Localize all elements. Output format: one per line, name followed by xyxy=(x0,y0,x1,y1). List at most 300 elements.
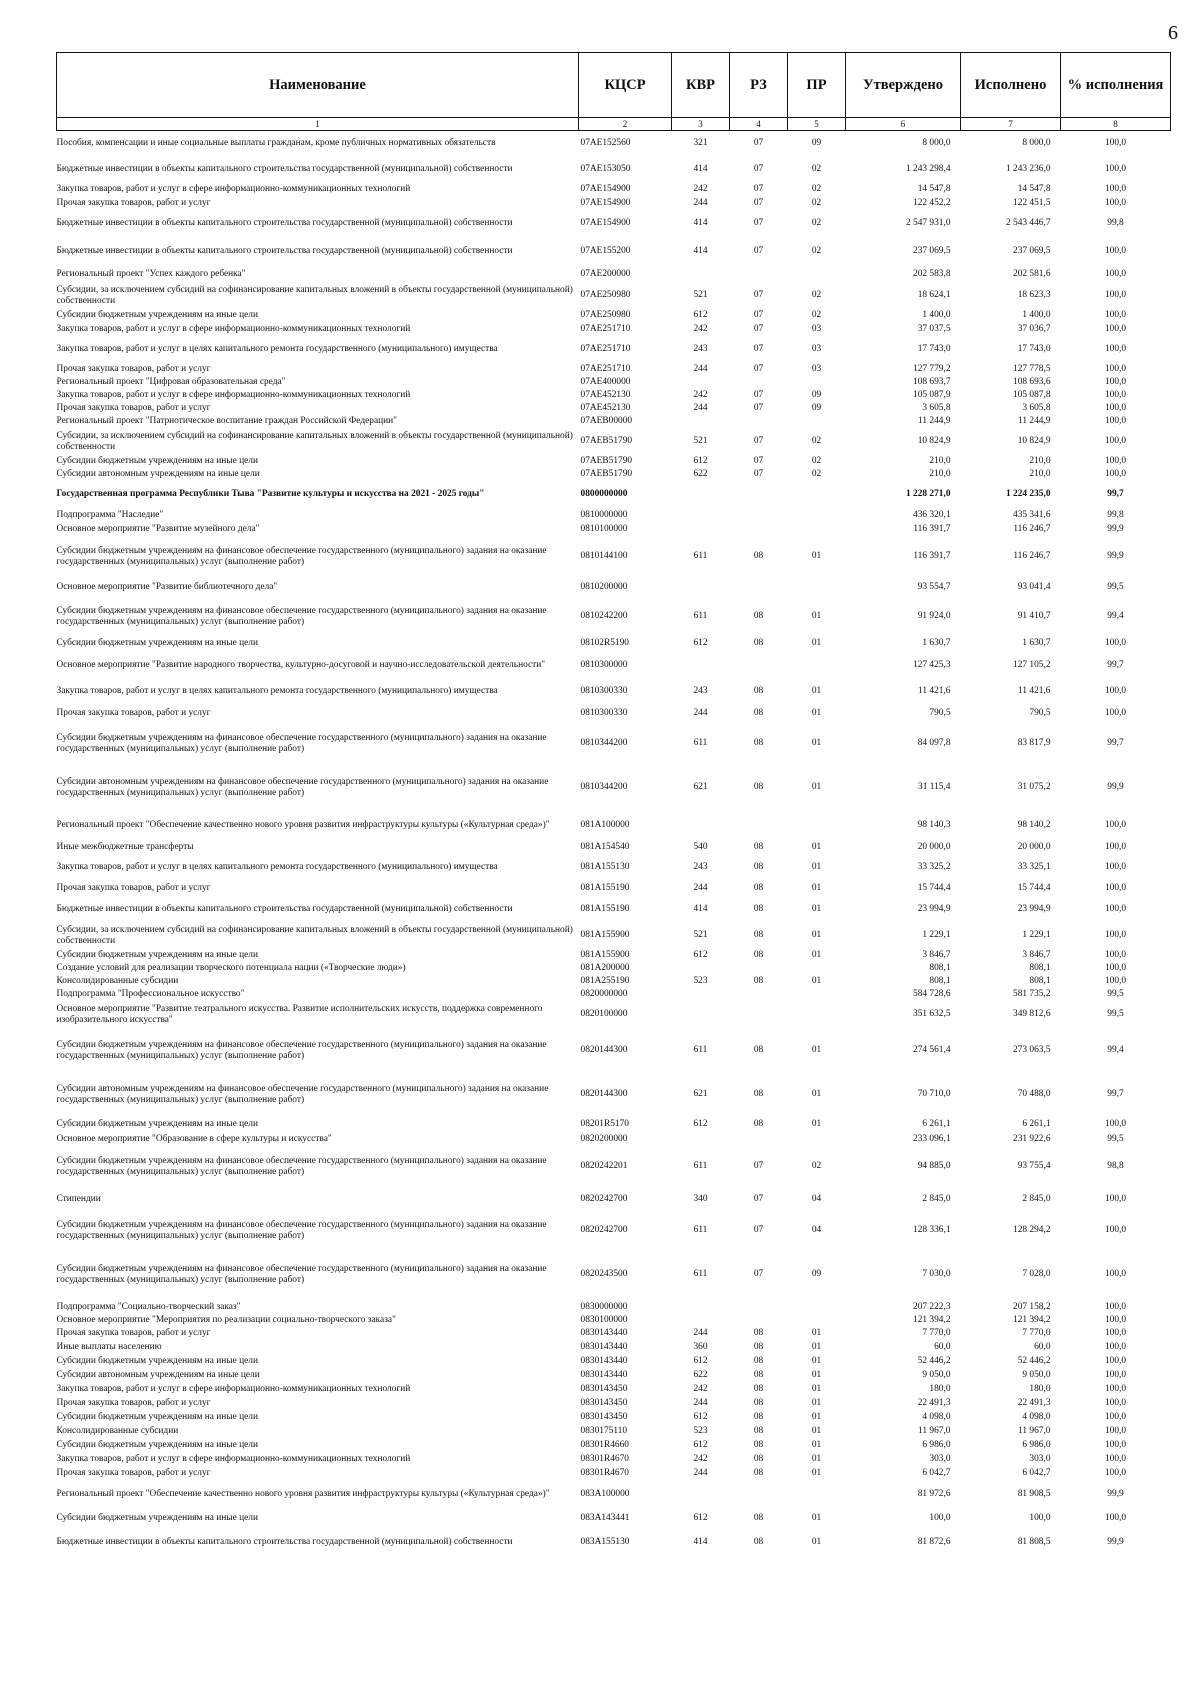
cell-name: Региональный проект "Обеспечение качественно нового уровня развития инфраструктуры культуры («Культурная среда»)" xyxy=(56,1489,550,1499)
cell-kvr xyxy=(672,577,730,599)
table-row xyxy=(57,988,1171,1001)
cell-kcsr: 081А100000 xyxy=(580,820,630,830)
cell-pr: 02 xyxy=(811,246,822,256)
cell-percent: 100,0 xyxy=(1104,436,1127,446)
budget-execution-table xyxy=(56,52,1170,1557)
cell-rz: 08 xyxy=(753,904,764,914)
cell-name: Субсидии бюджетным учреждениям на финансовое обеспечение государственного (муниципального) задания на оказание государственных (муниципальных) услуг (выполнение работ) xyxy=(56,605,547,627)
cell-executed: 100,0 xyxy=(1029,1513,1051,1523)
cell-approved: 808,1 xyxy=(929,962,951,973)
cell-name: Региональный проект "Успех каждого ребенка" xyxy=(56,269,246,279)
cell-rz: 07 xyxy=(753,344,764,354)
cell-rz: 08 xyxy=(753,1513,764,1523)
table-row xyxy=(57,635,1171,653)
cell-kcsr: 07АЕ251710 xyxy=(580,344,631,354)
cell-pr xyxy=(788,1301,846,1314)
cell-approved: 84 097,8 xyxy=(917,738,951,748)
cell-kcsr: 0810200000 xyxy=(580,582,628,592)
cell-name: Субсидии, за исключением субсидий на софинансирование капитальных вложений в объекты государственной (муниципальной) собственности xyxy=(56,924,573,946)
cell-percent: 100,0 xyxy=(1104,1426,1127,1436)
cell-name: Прочая закупка товаров, работ и услуг xyxy=(56,364,211,374)
cell-approved: 128 336,1 xyxy=(913,1225,951,1235)
cell-pr: 01 xyxy=(811,1089,822,1099)
table-header xyxy=(57,53,1171,131)
table-row xyxy=(57,211,1171,237)
cell-rz xyxy=(730,523,788,537)
cell-pr: 01 xyxy=(811,883,822,893)
table-row xyxy=(57,389,1171,402)
table-row xyxy=(57,1369,1171,1383)
cell-kcsr: 08301R4670 xyxy=(580,1468,629,1478)
cell-name: Бюджетные инвестиции в объекты капитального строительства государственной (муниципальной) собственности xyxy=(56,246,513,256)
table-row xyxy=(57,1187,1171,1213)
cell-approved: 8 000,0 xyxy=(922,138,951,149)
header-approved: Утверждено xyxy=(846,53,961,118)
cell-kvr: 611 xyxy=(693,1161,708,1171)
cell-executed: 237 069,5 xyxy=(1013,246,1051,256)
cell-executed: 52 446,2 xyxy=(1017,1356,1051,1366)
cell-approved: 52 446,2 xyxy=(917,1356,951,1366)
cell-kcsr: 07АЕ250980 xyxy=(580,310,631,320)
cell-pr xyxy=(788,962,846,975)
cell-rz xyxy=(730,988,788,1001)
cell-name: Пособия, компенсации и иные социальные выплаты гражданам, кроме публичных нормативных обязательств xyxy=(56,138,496,149)
cell-kvr xyxy=(672,962,730,975)
cell-pr: 01 xyxy=(811,930,822,940)
table-row xyxy=(57,1314,1171,1327)
cell-percent: 99,9 xyxy=(1107,782,1124,792)
cell-pr xyxy=(788,1314,846,1327)
table-row xyxy=(57,765,1171,811)
cell-kcsr: 0820200000 xyxy=(580,1134,628,1144)
cell-rz: 08 xyxy=(753,1089,764,1099)
cell-executed: 91 410,7 xyxy=(1017,611,1051,621)
cell-percent: 100,0 xyxy=(1104,269,1127,279)
cell-kvr: 242 xyxy=(693,389,708,400)
cell-name: Бюджетные инвестиции в объекты капитального строительства государственной (муниципальной) собственности xyxy=(56,904,513,914)
cell-approved: 6 261,1 xyxy=(922,1119,951,1129)
cell-pr: 01 xyxy=(811,904,822,914)
table-row xyxy=(57,975,1171,988)
cell-percent: 100,0 xyxy=(1104,1225,1127,1235)
cell-kcsr: 0810242200 xyxy=(580,611,628,621)
cell-rz: 08 xyxy=(753,738,764,748)
cell-approved: 98 140,3 xyxy=(917,820,951,830)
cell-percent: 99,7 xyxy=(1107,489,1124,499)
cell-kvr xyxy=(672,481,730,509)
table-row xyxy=(57,723,1171,765)
cell-name: Основное мероприятие "Развитие театрального искусства. Развитие исполнительских искусств, поддержка современного изобразительного искусства" xyxy=(56,1003,543,1025)
cell-pr: 09 xyxy=(811,402,822,413)
cell-kcsr: 0820242201 xyxy=(580,1161,628,1171)
cell-name: Субсидии бюджетным учреждениям на иные цели xyxy=(56,1412,258,1422)
cell-rz: 07 xyxy=(753,1269,764,1279)
cell-pr xyxy=(788,523,846,537)
cell-approved: 18 624,1 xyxy=(917,290,951,300)
cell-pr: 01 xyxy=(811,738,822,748)
cell-pr: 02 xyxy=(811,164,822,174)
cell-approved: 31 115,4 xyxy=(918,782,951,792)
table-row xyxy=(57,267,1171,283)
cell-pr xyxy=(788,811,846,841)
cell-kvr: 621 xyxy=(693,1089,708,1099)
cell-kvr xyxy=(672,267,730,283)
cell-percent: 100,0 xyxy=(1104,1513,1127,1523)
cell-pr: 01 xyxy=(811,949,822,960)
cell-percent: 99,5 xyxy=(1107,1009,1124,1019)
cell-percent: 100,0 xyxy=(1104,1454,1127,1464)
cell-percent: 100,0 xyxy=(1104,1398,1127,1408)
table-row xyxy=(57,157,1171,183)
header-kcsr: КЦСР xyxy=(579,53,672,118)
cell-percent: 100,0 xyxy=(1104,883,1127,893)
cell-pr: 02 xyxy=(811,218,822,228)
cell-kvr: 414 xyxy=(693,246,708,256)
cell-approved: 20 000,0 xyxy=(917,842,951,852)
cell-rz xyxy=(730,509,788,523)
cell-executed: 17 743,0 xyxy=(1017,344,1051,354)
cell-approved: 210,0 xyxy=(929,468,951,479)
cell-name: Закупка товаров, работ и услуг в целях капитального ремонта государственного (муниципального) имущества xyxy=(56,344,498,354)
cell-rz xyxy=(730,1481,788,1509)
cell-rz: 08 xyxy=(753,975,764,986)
cell-kvr: 321 xyxy=(693,138,708,149)
cell-pr: 01 xyxy=(811,686,822,696)
cell-kcsr: 08102R5190 xyxy=(580,638,629,648)
cell-rz: 07 xyxy=(753,468,764,479)
cell-executed: 202 581,6 xyxy=(1013,269,1051,279)
cell-name: Субсидии автономным учреждениям на финансовое обеспечение государственного (муниципального) задания на оказание государственных (муниципальных) услуг (выполнение работ) xyxy=(56,776,549,798)
cell-rz: 07 xyxy=(753,455,764,466)
cell-percent: 99,5 xyxy=(1107,1134,1124,1144)
cell-kvr: 244 xyxy=(693,198,708,208)
cell-executed: 210,0 xyxy=(1029,468,1051,479)
cell-kcsr: 08201R5170 xyxy=(580,1119,629,1129)
cell-name: Субсидии автономным учреждениям на финансовое обеспечение государственного (муниципального) задания на оказание государственных (муниципальных) услуг (выполнение работ) xyxy=(56,1083,549,1105)
table-row xyxy=(57,537,1171,577)
cell-percent: 100,0 xyxy=(1104,164,1127,174)
table-row xyxy=(57,599,1171,635)
cell-name: Субсидии, за исключением субсидий на софинансирование капитальных вложений в объекты государственной (муниципальной) собственности xyxy=(56,284,573,306)
cell-kcsr: 0830143450 xyxy=(580,1398,628,1408)
cell-name: Иные межбюджетные трансферты xyxy=(56,842,194,852)
cell-executed: 7 770,0 xyxy=(1022,1328,1051,1338)
cell-kcsr: 0830143450 xyxy=(580,1412,628,1422)
cell-percent: 100,0 xyxy=(1104,1370,1127,1380)
cell-executed: 60,0 xyxy=(1034,1342,1051,1352)
cell-pr: 02 xyxy=(811,184,822,194)
cell-name: Основное мероприятие "Развитие музейного дела" xyxy=(56,524,260,534)
cell-approved: 436 320,1 xyxy=(913,510,951,520)
cell-kcsr: 0830143440 xyxy=(580,1342,628,1352)
cell-percent: 100,0 xyxy=(1104,686,1127,696)
cell-percent: 99,9 xyxy=(1107,524,1124,534)
cell-name: Субсидии бюджетным учреждениям на иные цели xyxy=(56,638,258,648)
cell-kvr: 243 xyxy=(693,686,708,696)
table-row xyxy=(57,415,1171,429)
cell-approved: 33 325,2 xyxy=(917,862,951,872)
cell-approved: 351 632,5 xyxy=(913,1009,951,1019)
cell-approved: 3 846,7 xyxy=(922,949,951,960)
cell-approved: 180,0 xyxy=(929,1384,951,1394)
cell-name: Субсидии бюджетным учреждениям на иные цели xyxy=(56,310,258,320)
cell-kcsr: 0830000000 xyxy=(580,1301,628,1312)
cell-percent: 100,0 xyxy=(1104,962,1127,973)
cell-approved: 2 547 931,0 xyxy=(905,218,951,228)
cell-approved: 1 400,0 xyxy=(922,310,951,320)
cell-executed: 4 098,0 xyxy=(1022,1412,1051,1422)
cell-rz: 08 xyxy=(753,1426,764,1436)
cell-name: Субсидии бюджетным учреждениям на финансовое обеспечение государственного (муниципального) задания на оказание государственных (муниципальных) услуг (выполнение работ) xyxy=(56,1039,547,1061)
cell-rz: 08 xyxy=(753,638,764,648)
cell-executed: 9 050,0 xyxy=(1022,1370,1051,1380)
cell-pr xyxy=(788,509,846,523)
header-name: Наименование xyxy=(57,53,579,118)
cell-name: Региональный проект "Патриотическое воспитание граждан Российской Федерации" xyxy=(56,416,397,426)
cell-kcsr: 07АЕ400000 xyxy=(580,377,631,387)
cell-rz xyxy=(730,1314,788,1327)
cell-percent: 100,0 xyxy=(1104,1269,1127,1279)
cell-kcsr: 0820000000 xyxy=(580,988,628,999)
cell-kvr: 242 xyxy=(693,324,708,334)
cell-kvr xyxy=(672,1314,730,1327)
table-row xyxy=(57,377,1171,389)
cell-approved: 7 030,0 xyxy=(922,1269,951,1279)
cell-kvr: 244 xyxy=(693,1398,708,1408)
cell-rz: 08 xyxy=(753,611,764,621)
header-kvr: КВР xyxy=(672,53,730,118)
cell-approved: 81 872,6 xyxy=(917,1537,951,1547)
cell-pr: 02 xyxy=(811,310,822,320)
cell-executed: 33 325,1 xyxy=(1017,862,1051,872)
cell-pr: 01 xyxy=(811,1454,822,1464)
cell-approved: 23 994,9 xyxy=(917,904,951,914)
cell-name: Государственная программа Республики Тыва "Развитие культуры и искусства на 2021 - 2025 годы" xyxy=(56,489,485,499)
cell-approved: 100,0 xyxy=(929,1513,951,1523)
cell-kvr xyxy=(672,653,730,679)
cell-pr: 01 xyxy=(811,1328,822,1338)
cell-pr: 01 xyxy=(811,1440,822,1450)
cell-executed: 83 817,9 xyxy=(1017,738,1051,748)
cell-executed: 6 042,7 xyxy=(1022,1468,1051,1478)
cell-executed: 98 140,2 xyxy=(1017,820,1051,830)
table-row xyxy=(57,1529,1171,1557)
cell-kcsr: 0810100000 xyxy=(580,524,628,534)
cell-rz: 08 xyxy=(753,1342,764,1352)
cell-kcsr: 0810000000 xyxy=(580,510,628,520)
cell-executed: 128 294,2 xyxy=(1013,1225,1051,1235)
cell-kvr: 243 xyxy=(693,862,708,872)
cell-approved: 4 098,0 xyxy=(922,1412,951,1422)
cell-rz: 08 xyxy=(753,782,764,792)
cell-kvr: 242 xyxy=(693,1384,708,1394)
cell-executed: 1 243 236,0 xyxy=(1005,164,1051,174)
cell-kcsr: 07АЕ153050 xyxy=(580,164,631,174)
cell-executed: 6 986,0 xyxy=(1022,1440,1051,1450)
table-row xyxy=(57,1001,1171,1029)
cell-name: Субсидии бюджетным учреждениям на финансовое обеспечение государственного (муниципального) задания на оказание государственных (муниципальных) услуг (выполнение работ) xyxy=(56,1219,547,1241)
cell-approved: 790,5 xyxy=(929,708,951,718)
cell-kcsr: 081А155130 xyxy=(580,862,630,872)
cell-executed: 1 630,7 xyxy=(1022,638,1051,648)
cell-rz xyxy=(730,415,788,429)
cell-approved: 22 491,3 xyxy=(917,1398,951,1408)
cell-name: Закупка товаров, работ и услуг в целях капитального ремонта государственного (муниципального) имущества xyxy=(56,686,498,696)
cell-percent: 100,0 xyxy=(1104,324,1127,334)
cell-name: Закупка товаров, работ и услуг в сфере информационно-коммуникационных технологий xyxy=(56,324,411,334)
cell-approved: 11 244,9 xyxy=(918,416,951,426)
cell-percent: 100,0 xyxy=(1104,468,1127,479)
cell-rz xyxy=(730,1133,788,1147)
table-row xyxy=(57,283,1171,309)
cell-name: Субсидии бюджетным учреждениям на финансовое обеспечение государственного (муниципального) задания на оказание государственных (муниципальных) услуг (выполнение работ) xyxy=(56,732,547,754)
cell-kcsr: 0820100000 xyxy=(580,1009,628,1019)
cell-pr: 02 xyxy=(811,198,822,208)
cell-kvr: 540 xyxy=(693,842,708,852)
cell-kcsr: 07АЕ155200 xyxy=(580,246,631,256)
cell-percent: 100,0 xyxy=(1104,1314,1127,1325)
cell-kcsr: 083А100000 xyxy=(580,1489,630,1499)
cell-kvr: 612 xyxy=(693,638,708,648)
cell-kvr xyxy=(672,377,730,389)
cell-pr: 01 xyxy=(811,1398,822,1408)
col-number: 2 xyxy=(579,118,672,131)
cell-kcsr: 0820243500 xyxy=(580,1269,628,1279)
table-row xyxy=(57,811,1171,841)
cell-kcsr: 0830175110 xyxy=(580,1426,628,1436)
cell-rz: 08 xyxy=(753,930,764,940)
cell-executed: 349 812,6 xyxy=(1013,1009,1051,1019)
cell-kvr: 612 xyxy=(693,1440,708,1450)
cell-pr: 09 xyxy=(811,389,822,400)
header-percent: % исполнения xyxy=(1061,53,1171,118)
cell-percent: 100,0 xyxy=(1104,377,1127,387)
cell-percent: 100,0 xyxy=(1104,402,1127,413)
table-row xyxy=(57,309,1171,323)
cell-percent: 100,0 xyxy=(1104,862,1127,872)
table-row xyxy=(57,1453,1171,1467)
cell-kcsr: 081А155190 xyxy=(580,883,630,893)
cell-approved: 6 042,7 xyxy=(922,1468,951,1478)
cell-approved: 584 728,6 xyxy=(913,988,951,999)
cell-executed: 435 341,6 xyxy=(1013,510,1051,520)
cell-name: Прочая закупка товаров, работ и услуг xyxy=(56,402,211,413)
cell-rz: 07 xyxy=(753,246,764,256)
cell-approved: 37 037,5 xyxy=(917,324,951,334)
table-row xyxy=(57,897,1171,923)
table-row xyxy=(57,237,1171,267)
cell-name: Субсидии бюджетным учреждениям на финансовое обеспечение государственного (муниципального) задания на оказание государственных (муниципальных) услуг (выполнение работ) xyxy=(56,1263,547,1285)
cell-kvr xyxy=(672,509,730,523)
cell-approved: 127 425,3 xyxy=(913,660,951,670)
cell-kvr: 414 xyxy=(693,1537,708,1547)
table-row xyxy=(57,1355,1171,1369)
cell-name: Бюджетные инвестиции в объекты капитального строительства государственной (муниципальной) собственности xyxy=(56,218,513,228)
cell-executed: 18 623,3 xyxy=(1017,290,1051,300)
cell-rz: 08 xyxy=(753,1468,764,1478)
cell-pr: 01 xyxy=(811,1370,822,1380)
table-row xyxy=(57,523,1171,537)
cell-rz xyxy=(730,481,788,509)
table-row xyxy=(57,429,1171,455)
cell-kvr: 242 xyxy=(693,1454,708,1464)
cell-pr xyxy=(788,481,846,509)
table-row xyxy=(57,1397,1171,1411)
col-number: 4 xyxy=(730,118,788,131)
cell-pr xyxy=(788,1001,846,1029)
cell-pr xyxy=(788,415,846,429)
cell-approved: 15 744,4 xyxy=(917,883,951,893)
table-row xyxy=(57,337,1171,363)
cell-approved: 91 924,0 xyxy=(917,611,951,621)
cell-percent: 100,0 xyxy=(1104,1412,1127,1422)
cell-kvr: 611 xyxy=(693,738,708,748)
cell-kvr: 612 xyxy=(693,1119,708,1129)
cell-executed: 127 105,2 xyxy=(1013,660,1051,670)
table-row xyxy=(57,962,1171,975)
cell-rz: 08 xyxy=(753,1328,764,1338)
cell-name: Создание условий для реализации творческого потенциала нации («Творческие люди») xyxy=(56,962,406,973)
cell-kcsr: 0830143440 xyxy=(580,1328,628,1338)
cell-name: Субсидии, за исключением субсидий на софинансирование капитальных вложений в объекты государственной (муниципальной) собственности xyxy=(56,430,573,452)
col-number: 6 xyxy=(846,118,961,131)
cell-pr: 09 xyxy=(811,1269,822,1279)
cell-approved: 303,0 xyxy=(929,1454,951,1464)
cell-kvr: 244 xyxy=(693,708,708,718)
cell-approved: 105 087,9 xyxy=(913,389,951,400)
cell-approved: 9 050,0 xyxy=(922,1370,951,1380)
table-row xyxy=(57,402,1171,415)
cell-name: Консолидированные субсидии xyxy=(56,975,179,986)
cell-percent: 100,0 xyxy=(1104,455,1127,466)
cell-kcsr: 0820144300 xyxy=(580,1089,628,1099)
cell-executed: 93 755,4 xyxy=(1017,1161,1051,1171)
table-row xyxy=(57,1073,1171,1117)
cell-pr: 04 xyxy=(811,1194,822,1204)
cell-name: Стипендии xyxy=(56,1194,101,1204)
cell-kvr: 244 xyxy=(693,883,708,893)
cell-kvr: 622 xyxy=(693,1370,708,1380)
cell-executed: 81 908,5 xyxy=(1017,1489,1051,1499)
table-row xyxy=(57,679,1171,705)
table-row xyxy=(57,1117,1171,1133)
cell-name: Субсидии автономным учреждениям на иные цели xyxy=(56,1370,260,1380)
cell-kvr: 244 xyxy=(693,1468,708,1478)
cell-pr: 02 xyxy=(811,290,822,300)
cell-name: Иные выплаты населению xyxy=(56,1342,162,1352)
cell-executed: 116 246,7 xyxy=(1013,524,1051,534)
cell-rz: 07 xyxy=(753,389,764,400)
cell-approved: 122 452,2 xyxy=(913,198,951,208)
cell-rz: 08 xyxy=(753,1398,764,1408)
cell-pr: 03 xyxy=(811,324,822,334)
cell-rz: 07 xyxy=(753,402,764,413)
cell-pr: 01 xyxy=(811,782,822,792)
table-row xyxy=(57,1213,1171,1249)
cell-kcsr: 0800000000 xyxy=(580,489,628,499)
cell-kvr: 622 xyxy=(693,468,708,479)
cell-kcsr: 0810144100 xyxy=(580,551,628,561)
cell-kvr: 340 xyxy=(693,1194,708,1204)
cell-pr: 01 xyxy=(811,862,822,872)
cell-approved: 116 391,7 xyxy=(913,524,951,534)
cell-executed: 37 036,7 xyxy=(1017,324,1051,334)
cell-executed: 14 547,8 xyxy=(1017,184,1051,194)
cell-pr: 09 xyxy=(811,138,822,149)
cell-approved: 108 693,7 xyxy=(913,377,951,387)
cell-kcsr: 0820242700 xyxy=(580,1225,628,1235)
cell-name: Субсидии автономным учреждениям на иные цели xyxy=(56,468,260,479)
